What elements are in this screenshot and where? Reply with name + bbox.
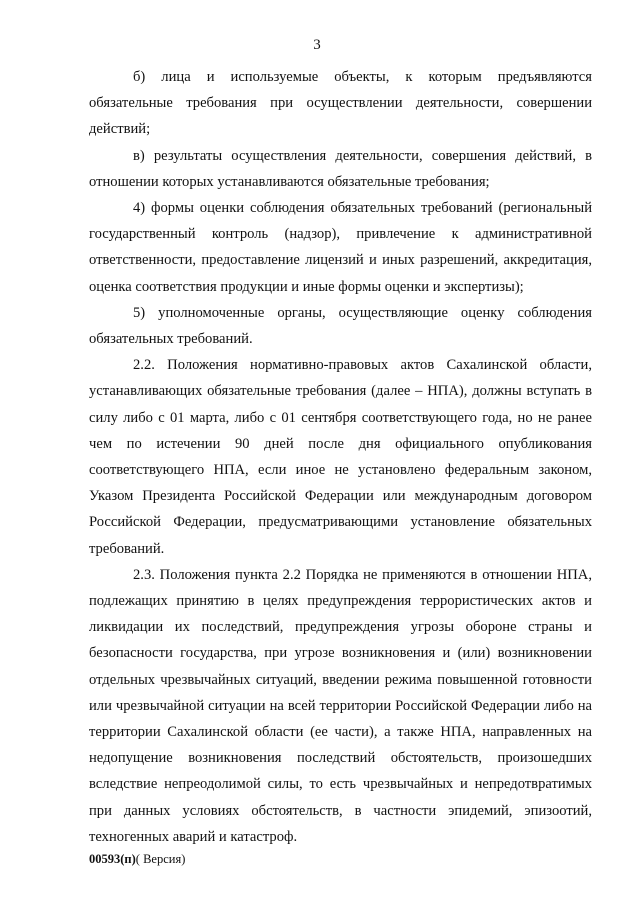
paragraph-2-2: 2.2. Положения нормативно-правовых актов Сахалинской области, устанавливающих обязательные требования (далее – НПА), должны вступать в силу либо с 01 марта, либо с 01 сентября соответствующего года, но не ранее чем по истечении 90 дней после дня официального опубликования соответствующего НПА, если иное не установлено федеральным законом, Указом Президента Российской Федерации или международным договором Российской Федерации, предусматривающими установление обязательных требований. — [89, 357, 592, 557]
paragraph-4: 4) формы оценки соблюдения обязательных требований (региональный государственный контроль (надзор), привлечение к административной ответственности, предоставление лицензий и иных разрешений, аккредитация, оценка соответствия продукции и иные формы оценки и экспертизы); — [89, 200, 592, 295]
page-number: 3 — [313, 37, 321, 53]
paragraph-5: 5) уполномоченные органы, осуществляющие оценку соблюдения обязательных требований. — [89, 304, 592, 348]
document-version: ( Версия) — [135, 852, 186, 866]
document-code: 00593(п) — [89, 852, 136, 866]
paragraph-2-3: 2.3. Положения пункта 2.2 Порядка не применяются в отношении НПА, подлежащих принятию в целях предупреждения террористических актов и ликвидации их последствий, предупреждения угрозы обороне страны и безопасности государства, при угрозе возникновения и (или) возникновении отдельных чрезвычайных ситуаций, введении режима повышенной готовности или чрезвычайной ситуации на всей территории Российской Федерации либо на территории Сахалинской области (ее части), а также НПА, направленных на недопущение возникновения последствий обстоятельств, произошедших вследствие непреодолимой силы, то есть чрезвычайных и непредотвратимых при данных условиях обстоятельств, в частности эпидемий, эпизоотий, техногенных аварий и катастроф. — [89, 566, 592, 845]
paragraph-b: б) лица и используемые объекты, к которым предъявляются обязательные требования при осуществлении деятельности, совершении действий; — [89, 69, 592, 138]
document-body — [89, 64, 592, 850]
document-footer — [89, 851, 185, 867]
paragraph-v: в) результаты осуществления деятельности, совершения действий, в отношении которых устанавливаются обязательные требования; — [89, 147, 592, 190]
